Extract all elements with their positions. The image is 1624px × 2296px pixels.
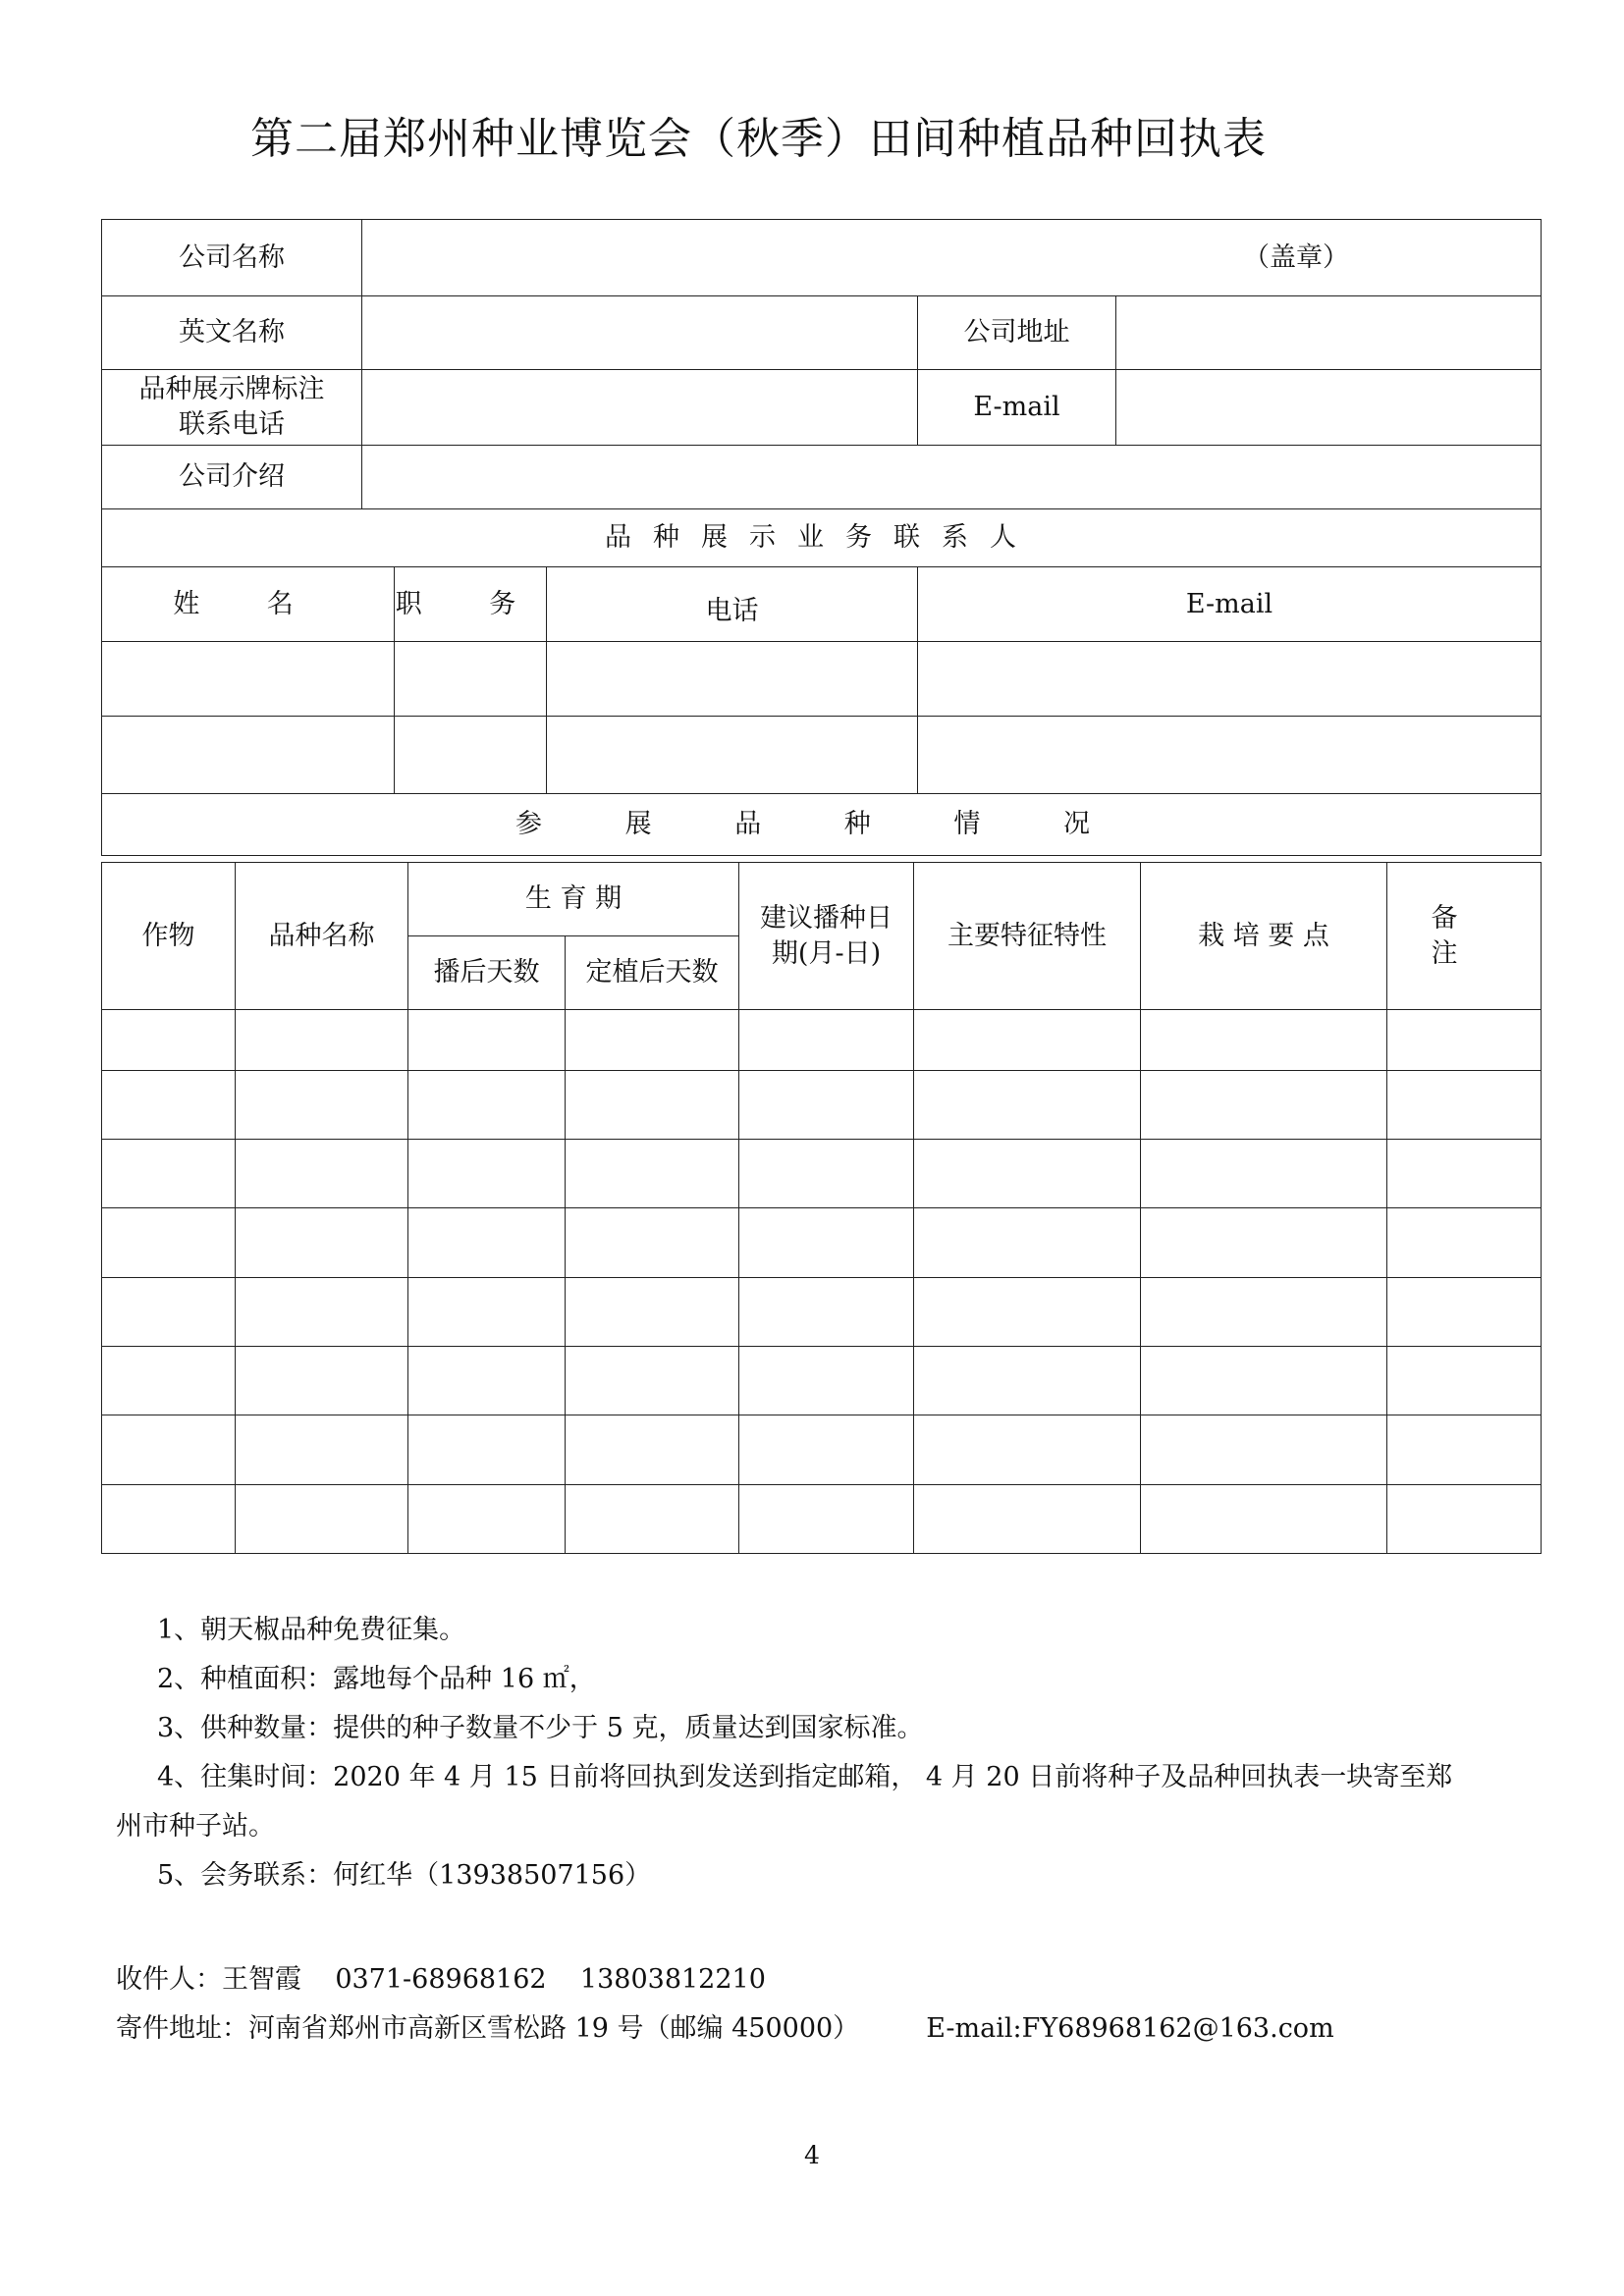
note-item: 2、种植面积：露地每个品种 16 ㎡， (157, 1664, 596, 1694)
variety-cell[interactable] (1141, 1140, 1387, 1208)
variety-cell[interactable] (566, 1347, 739, 1415)
variety-cell[interactable] (1387, 1485, 1542, 1554)
variety-cell[interactable] (102, 1347, 236, 1415)
contact-email-header: E-mail (918, 567, 1542, 642)
note-item-continued: 州市种子站。 (116, 1811, 275, 1842)
english-name-label: 英文名称 (102, 296, 362, 370)
contact-title-cell[interactable] (395, 642, 547, 717)
variety-cell[interactable] (408, 1347, 566, 1415)
variety-cell[interactable] (102, 1208, 236, 1278)
recipient-address: 寄件地址：河南省郑州市高新区雪松路 19 号（邮编 450000） (116, 2013, 860, 2044)
variety-cell[interactable] (236, 1010, 408, 1071)
contact-header-row (102, 567, 1542, 642)
variety-cell[interactable] (1387, 1415, 1542, 1485)
display-phone-label (102, 370, 362, 446)
variety-cell[interactable] (566, 1415, 739, 1485)
variety-cell[interactable] (1141, 1010, 1387, 1071)
days-after-sowing-header: 播后天数 (408, 936, 566, 1010)
main-features-header: 主要特征特性 (914, 863, 1141, 1010)
variety-cell[interactable] (236, 1140, 408, 1208)
note-item: 1、朝天椒品种免费征集。 (157, 1615, 466, 1645)
variety-cell[interactable] (408, 1208, 566, 1278)
contact-phone-header: 电话 (547, 567, 918, 642)
varieties-header-row (102, 863, 1542, 936)
variety-row (102, 1415, 1542, 1485)
variety-cell[interactable] (914, 1140, 1141, 1208)
variety-cell[interactable] (566, 1208, 739, 1278)
variety-cell[interactable] (408, 1071, 566, 1140)
note-item: 4、往集时间：2020 年 4 月 15 日前将回执到发送到指定邮箱， 4 月 20 日前将种子及品种回执表一块寄至郑 (157, 1762, 1453, 1792)
contact-email-cell[interactable] (918, 717, 1542, 794)
variety-cell[interactable] (914, 1071, 1141, 1140)
variety-cell[interactable] (236, 1485, 408, 1554)
contact-row (102, 642, 1542, 717)
variety-cell[interactable] (914, 1415, 1141, 1485)
variety-cell[interactable] (1387, 1140, 1542, 1208)
variety-cell[interactable] (236, 1071, 408, 1140)
variety-cell[interactable] (566, 1010, 739, 1071)
variety-row (102, 1071, 1542, 1140)
contact-row (102, 717, 1542, 794)
varieties-table (101, 862, 1542, 1554)
variety-cell[interactable] (914, 1485, 1141, 1554)
phone-row (102, 370, 1542, 446)
suggested-sowing-line1: 建议播种日 (760, 902, 893, 934)
variety-cell[interactable] (739, 1485, 914, 1554)
variety-cell[interactable] (739, 1010, 914, 1071)
variety-cell[interactable] (1141, 1415, 1387, 1485)
contact-email-cell[interactable] (918, 642, 1542, 717)
variety-cell[interactable] (236, 1415, 408, 1485)
english-name-row (102, 296, 1542, 370)
variety-cell[interactable] (914, 1208, 1141, 1278)
variety-cell[interactable] (102, 1010, 236, 1071)
company-name-row (102, 220, 1542, 296)
company-intro-label: 公司介绍 (102, 446, 362, 509)
variety-cell[interactable] (739, 1278, 914, 1347)
display-phone-label-line2: 联系电话 (179, 409, 285, 440)
cultivation-header: 栽 培 要 点 (1141, 863, 1387, 1010)
seal-note: （盖章） (1243, 241, 1350, 273)
variety-row (102, 1010, 1542, 1071)
contact-title-cell[interactable] (395, 717, 547, 794)
variety-cell[interactable] (408, 1278, 566, 1347)
growth-period-header: 生 育 期 (408, 863, 739, 936)
suggested-sowing-line2: 期(月-日) (771, 937, 882, 969)
company-name-field[interactable] (362, 220, 1542, 296)
company-name-label: 公司名称 (102, 220, 362, 296)
company-address-label: 公司地址 (918, 296, 1116, 370)
variety-cell[interactable] (1141, 1208, 1387, 1278)
variety-cell[interactable] (914, 1010, 1141, 1071)
variety-cell[interactable] (102, 1071, 236, 1140)
contact-phone-cell[interactable] (547, 717, 918, 794)
variety-cell[interactable] (739, 1415, 914, 1485)
crop-header: 作物 (102, 863, 236, 1010)
variety-cell[interactable] (102, 1415, 236, 1485)
contact-name-header: 姓 名 (102, 567, 395, 642)
recipient-section (116, 1955, 1530, 2054)
variety-cell[interactable] (566, 1485, 739, 1554)
variety-row (102, 1485, 1542, 1554)
variety-name-header: 品种名称 (236, 863, 408, 1010)
company-intro-field[interactable] (362, 446, 1542, 509)
variety-cell[interactable] (408, 1140, 566, 1208)
variety-cell[interactable] (236, 1347, 408, 1415)
variety-cell[interactable] (566, 1278, 739, 1347)
variety-cell[interactable] (1387, 1071, 1542, 1140)
contact-title-header: 职 务 (395, 567, 547, 642)
variety-cell[interactable] (1387, 1347, 1542, 1415)
variety-cell[interactable] (1141, 1278, 1387, 1347)
variety-cell[interactable] (739, 1208, 914, 1278)
notes-section (116, 1606, 1530, 1900)
company-info-table (101, 219, 1542, 856)
variety-cell[interactable] (1141, 1071, 1387, 1140)
recipient-email: E-mail:FY68968162@163.com (926, 2013, 1334, 2044)
varieties-section-title: 参 展 品 种 情 况 (102, 794, 1542, 856)
contact-name-cell[interactable] (102, 642, 395, 717)
variety-cell[interactable] (566, 1071, 739, 1140)
variety-cell[interactable] (739, 1071, 914, 1140)
contact-phone-cell[interactable] (547, 642, 918, 717)
variety-cell[interactable] (566, 1140, 739, 1208)
display-phone-label-line1: 品种展示牌标注 (138, 374, 325, 404)
english-name-field[interactable] (362, 296, 918, 370)
variety-cell[interactable] (236, 1208, 408, 1278)
variety-cell[interactable] (102, 1278, 236, 1347)
suggested-sowing-header (739, 863, 914, 1010)
variety-cell[interactable] (1141, 1347, 1387, 1415)
variety-cell[interactable] (1387, 1278, 1542, 1347)
company-email-field[interactable] (1116, 370, 1542, 446)
variety-cell[interactable] (739, 1140, 914, 1208)
variety-row (102, 1208, 1542, 1278)
recipient-line: 收件人：王智霞 0371-68968162 13803812210 (116, 1964, 766, 1995)
note-item: 5、会务联系：何红华（13938507156） (157, 1860, 652, 1891)
variety-cell[interactable] (914, 1278, 1141, 1347)
variety-cell[interactable] (102, 1140, 236, 1208)
variety-cell[interactable] (408, 1415, 566, 1485)
variety-cell[interactable] (408, 1010, 566, 1071)
variety-cell[interactable] (1387, 1010, 1542, 1071)
variety-cell[interactable] (408, 1485, 566, 1554)
variety-cell[interactable] (914, 1347, 1141, 1415)
display-phone-field[interactable] (362, 370, 918, 446)
variety-row (102, 1140, 1542, 1208)
page-title: 第二届郑州种业博览会（秋季）田间种植品种回执表 (250, 114, 1267, 164)
company-address-field[interactable] (1116, 296, 1542, 370)
remarks-header: 备 注 (1387, 863, 1542, 1010)
variety-row (102, 1278, 1542, 1347)
note-item: 3、供种数量：提供的种子数量不少于 5 克，质量达到国家标准。 (157, 1713, 924, 1743)
contact-section-title: 品种展示业务联系人 (102, 509, 1542, 567)
variety-cell[interactable] (1141, 1485, 1387, 1554)
contact-section-row (102, 509, 1542, 567)
company-email-label: E-mail (918, 370, 1116, 446)
contact-name-cell[interactable] (102, 717, 395, 794)
page-number: 4 (804, 2141, 820, 2169)
days-after-planting-header: 定植后天数 (566, 936, 739, 1010)
variety-cell[interactable] (739, 1347, 914, 1415)
variety-cell[interactable] (102, 1485, 236, 1554)
variety-cell[interactable] (236, 1278, 408, 1347)
variety-row (102, 1347, 1542, 1415)
variety-cell[interactable] (1387, 1208, 1542, 1278)
varieties-section-row (102, 794, 1542, 856)
company-intro-row (102, 446, 1542, 509)
recipient-address-line (116, 2004, 1530, 2054)
